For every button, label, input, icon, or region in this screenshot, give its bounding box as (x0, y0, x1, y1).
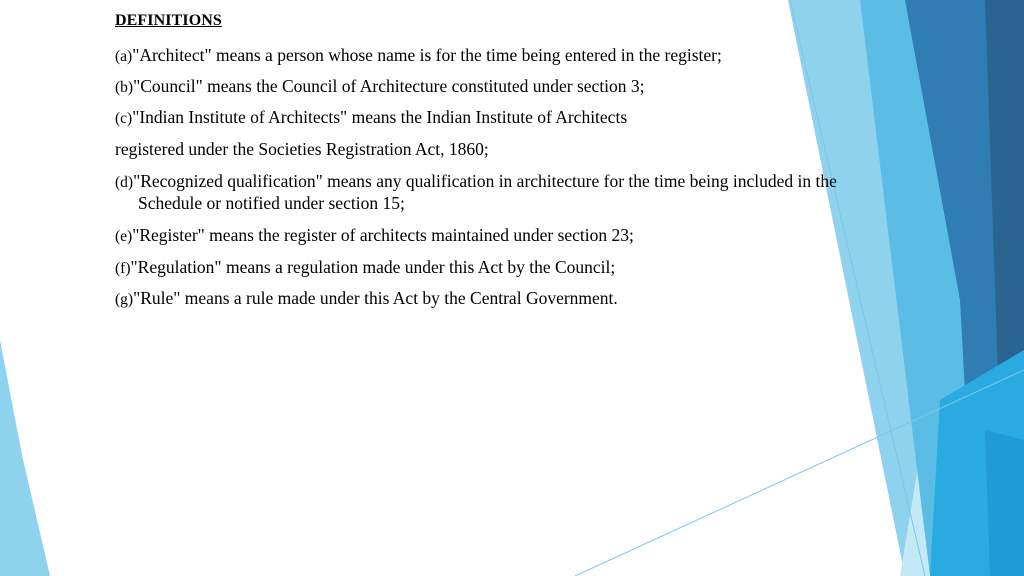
definition-label: (d) (115, 174, 134, 191)
definition-text: "Regulation" means a regulation made under this Act by the Council; (130, 257, 616, 277)
definition-label: (b) (115, 79, 134, 96)
definition-label: (g) (115, 291, 134, 308)
definition-text: "Register" means the register of architects maintained under section 23; (132, 225, 634, 245)
definition-d-continuation: Schedule or notified under section 15; (138, 193, 405, 213)
definition-text: registered under the Societies Registration Act, 1860; (115, 139, 489, 159)
definition-b (115, 75, 645, 99)
definition-text: "Council" means the Council of Architecture constituted under section 3; (133, 76, 645, 96)
definition-label: (c) (115, 110, 133, 127)
definition-label: (e) (115, 228, 133, 245)
definition-c (115, 106, 627, 130)
definition-text: "Architect" means a person whose name is for the time being entered in the register; (132, 45, 722, 65)
definition-label: (f) (115, 260, 131, 277)
definition-f (115, 256, 615, 280)
definitions-heading: DEFINITIONS (115, 12, 222, 29)
definition-text: "Rule" means a rule made under this Act by the Central Government. (133, 288, 618, 308)
definition-c-continuation (115, 138, 489, 160)
definition-a (115, 44, 722, 68)
definition-g (115, 287, 618, 311)
definition-text: "Indian Institute of Architects" means the Indian Institute of Architects (132, 107, 628, 127)
definition-e (115, 224, 634, 248)
definition-label: (a) (115, 48, 133, 65)
definition-d (115, 170, 837, 194)
definition-text: "Recognized qualification" means any qualification in architecture for the time being included in the (133, 171, 837, 191)
